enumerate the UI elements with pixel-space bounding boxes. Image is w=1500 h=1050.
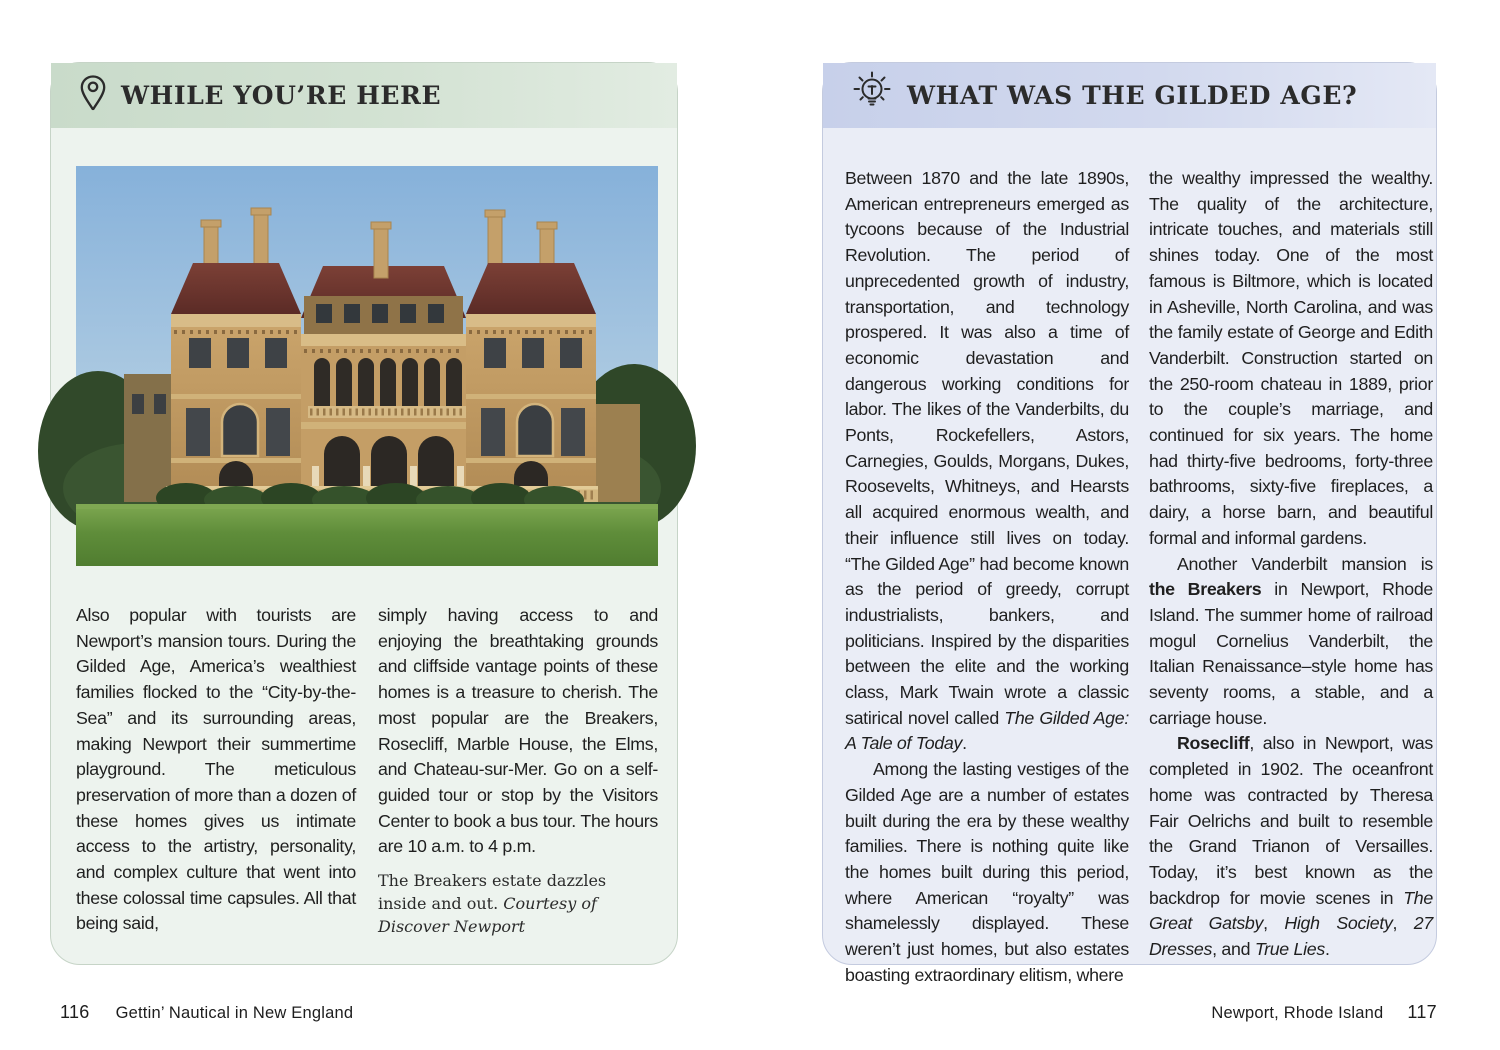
box-title: WHILE YOU’RE HERE bbox=[121, 81, 442, 110]
text-column-1: Between 1870 and the late 1890s, American entrepreneurs emerged as tycoons because of the Industrial Revolution. The period of unprecedented growth of industry, transportation, and technology prospered. It was also a time of economic devastation and dangerous working conditions for labor. The likes of the Vanderbilts, du Ponts, Rockefellers, Astors, Carnegies, Goulds, Morgans, Dukes, Roosevelts, Whitneys, and Hearsts all acquired enormous wealth, and their influence still lives on today. “The Gilded Age” had become known as the period of greedy, corrupt industrialists, bankers, and politicians. Inspired by the disparities between the elite and the working class, Mark Twain wrote a classic satirical novel called The Gilded Age: A Tale of Today. Among the lasting vestiges of the Gilded Age are a number of estates built during the era by these wealthy families. There is nothing quite like the homes built during this period, where American “royalty” was shamelessly displayed. These weren’t just homes, but also estates boasting extraordinary elitism, where bbox=[845, 168, 1129, 985]
lightbulb-icon bbox=[849, 70, 895, 121]
footer-left bbox=[60, 1002, 353, 1023]
while-youre-here-header bbox=[51, 63, 677, 128]
gilded-age-box bbox=[822, 62, 1437, 985]
box-title: WHAT WAS THE GILDED AGE? bbox=[907, 81, 1358, 110]
right-page-columns bbox=[845, 166, 1433, 989]
breakers-estate-photo bbox=[76, 166, 658, 566]
text-column-2: the wealthy impressed the wealthy. The quality of the architecture, intricate touches, and materials still shines today. One of the most famous is Biltmore, which is located in Asheville, North Carolina, and was the family estate of George and Edith Vanderbilt. Construction started on the 250-room chateau in 1889, prior to the couple’s marriage, and continued for six years. The home had thirty-five bedrooms, forty-three bathrooms, sixty-five fireplaces, a dairy, a horse barn, and beautiful formal and informal gardens. Another Vanderbilt mansion is the Breakers in Newport, Rhode Island. The summer home of railroad mogul Cornelius Vanderbilt, the Italian Renaissance–style home has seventy rooms, a stable, and a carriage house. Rosecliff, also in Newport, was completed in 1902. The oceanfront home was contracted by Theresa Fair Oelrichs and built to resemble the Grand Trianon of Versailles. Today, it’s best known as the backdrop for movie scenes in The Great Gatsby, High Society, 27 Dresses, and True Lies. bbox=[1149, 168, 1434, 960]
page-number: 116 bbox=[60, 1002, 90, 1022]
section-title: Newport, Rhode Island bbox=[1211, 1004, 1384, 1022]
left-page-columns bbox=[76, 603, 658, 938]
photo-caption: The Breakers estate dazzles inside and out. Courtesy of Discover Newport bbox=[378, 871, 607, 937]
text-column-2 bbox=[378, 603, 658, 938]
page-number: 117 bbox=[1407, 1002, 1437, 1022]
gilded-age-header bbox=[823, 63, 1436, 128]
footer-right bbox=[1211, 1002, 1437, 1023]
text-column-2-body: simply having access to and enjoying the breathtaking grounds and cliffside vantage points of these homes is a treasure to cherish. The most popular are the Breakers, Rosecliff, Marble House, the Elms, and Chateau-sur-Mer. Go on a self-guided tour or stop by the Visitors Center to book a bus tour. The hours are 10 a.m. to 4 p.m. bbox=[378, 605, 658, 857]
chapter-title: Gettin’ Nautical in New England bbox=[115, 1004, 354, 1022]
text-column-1: Also popular with tourists are Newport’s mansion tours. During the Gilded Age, America’s wealthiest families flocked to the “City-by-the-Sea” and its surrounding areas, making Newport their summertime playground. The meticulous preservation of more than a dozen of these homes gives us intimate access to the artistry, personality, and complex culture that went into these colossal time capsules. All that being said, bbox=[76, 605, 356, 934]
map-pin-icon bbox=[77, 73, 109, 118]
while-youre-here-box bbox=[50, 62, 678, 965]
